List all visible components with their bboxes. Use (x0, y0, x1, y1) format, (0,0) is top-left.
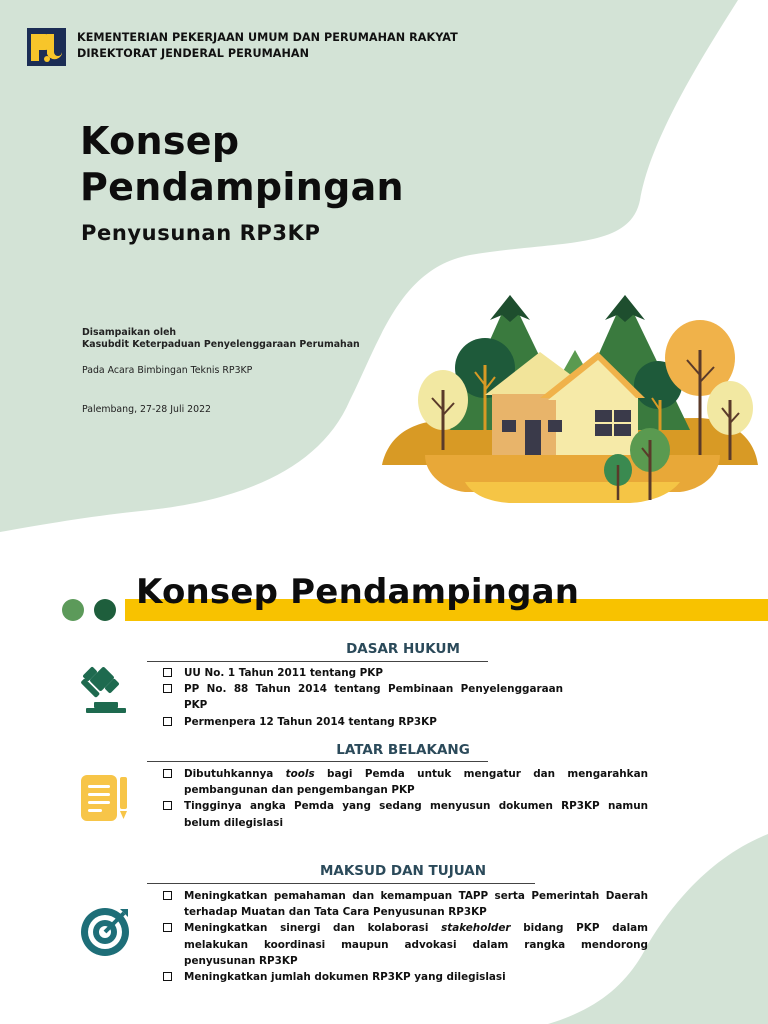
presented-by-label: Disampaikan oleh (82, 327, 177, 338)
section-divider (147, 761, 488, 762)
checkbox-icon (163, 684, 172, 693)
list-item: UU No. 1 Tahun 2011 tentang PKP (163, 665, 563, 681)
slide-title-line2: Pendampingan (80, 165, 404, 209)
concept-slide (0, 532, 768, 1024)
maksud-tujuan-list (163, 888, 648, 985)
directorate-name: DIREKTORAT JENDERAL PERUMAHAN (77, 47, 310, 60)
checkbox-icon (163, 923, 172, 932)
list-item: Meningkatkan sinergi dan kolaborasi stakeholder bidang PKP dalam melakukan koordinasi maupun advokasi dalam rangka mendorong penyusunan RP3KP (163, 920, 648, 969)
section-heading-dasar-hukum: DASAR HUKUM (346, 641, 460, 657)
event-name: Pada Acara Bimbingan Teknis RP3KP (82, 365, 253, 376)
ministry-name: KEMENTERIAN PEKERJAAN UMUM DAN PERUMAHAN RAKYAT (77, 31, 458, 44)
decor-dot-light (62, 599, 84, 621)
slide-subtitle: Penyusunan RP3KP (81, 221, 321, 245)
slide-title-line1: Konsep (80, 119, 240, 163)
house-illustration (380, 290, 760, 505)
presenter-name: Kasubdit Keterpaduan Penyelenggaraan Perumahan (82, 339, 360, 350)
slide-title (80, 118, 404, 210)
checkbox-icon (163, 717, 172, 726)
latar-belakang-list (163, 766, 648, 831)
checkbox-icon (163, 801, 172, 810)
decor-dot-dark (94, 599, 116, 621)
section-heading-latar-belakang: LATAR BELAKANG (336, 742, 470, 758)
section-heading-maksud-tujuan: MAKSUD DAN TUJUAN (319, 863, 487, 879)
document-edit-icon (80, 773, 130, 825)
pupr-logo (27, 28, 66, 66)
dasar-hukum-list (163, 665, 563, 730)
checkbox-icon (163, 769, 172, 778)
section-title: Konsep Pendampingan (136, 572, 580, 612)
list-item: Meningkatkan pemahaman dan kemampuan TAPP serta Pemerintah Daerah terhadap Muatan dan Tata Cara Penyusunan RP3KP (163, 888, 648, 920)
checkbox-icon (163, 891, 172, 900)
place-date: Palembang, 27-28 Juli 2022 (82, 404, 212, 415)
list-item: PP No. 88 Tahun 2014 tentang Pembinaan Penyelenggaraan PKP (163, 681, 563, 713)
section-divider (147, 883, 535, 884)
list-item: Meningkatkan jumlah dokumen RP3KP yang dilegislasi (163, 969, 648, 985)
list-item: Permenpera 12 Tahun 2014 tentang RP3KP (163, 714, 563, 730)
gavel-icon (80, 665, 130, 715)
checkbox-icon (163, 668, 172, 677)
list-item: Tingginya angka Pemda yang sedang menyusun dokumen RP3KP namun belum dilegislasi (163, 798, 648, 830)
section-divider (147, 661, 488, 662)
target-icon (80, 905, 132, 957)
list-item: Dibutuhkannya tools bagi Pemda untuk mengatur dan mengarahkan pembangunan dan pengembangan PKP (163, 766, 648, 798)
checkbox-icon (163, 972, 172, 981)
ministry-header (77, 30, 458, 62)
